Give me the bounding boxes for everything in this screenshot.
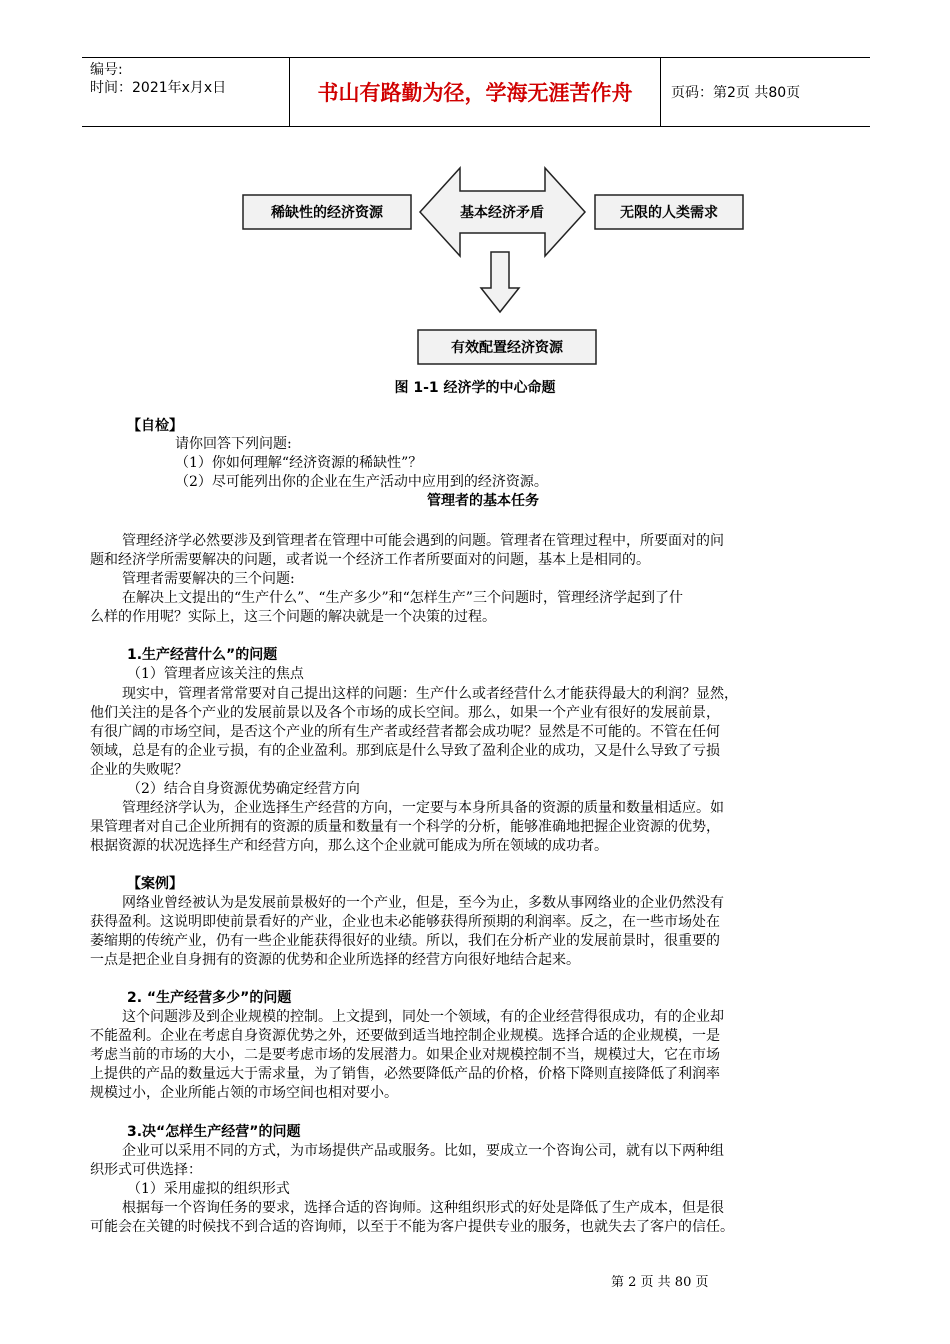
number-label: 编号: [90,62,123,78]
down-arrow-icon [481,252,519,312]
intro-p1-l1: 管理经济学必然要涉及到管理者在管理中可能会遇到的问题。管理者在管理过程中，所要面对的问 [122,533,724,549]
intro-p1-l2: 题和经济学所需要解决的问题，或者说一个经济工作者所要面对的问题，基本上是相同的。 [90,552,650,568]
s2-l5: 规模过小，企业所能占领的市场空间也相对要小。 [90,1085,398,1101]
selfcheck-q2: （2）尽可能列出你的企业在生产活动中应用到的经济资源。 [175,474,548,490]
s2-l3: 考虑当前的市场的大小，二是要考虑市场的发展潜力。如果企业对规模控制不当，规模过大，它在市场 [90,1047,720,1063]
case-heading: 【案例】 [127,876,183,892]
page-footer: 第 2 页 共 80 页 [611,1275,709,1290]
header-meta [82,58,290,126]
case-l2: 获得盈利。这说明即使前景看好的产业，企业也未必能够获得所预期的利润率。反之，在一些市场处在 [90,914,720,930]
s3-p-l2: 可能会在关键的时候找不到合适的咨询师，以至于不能为客户提供专业的服务，也就失去了客户的信任。 [90,1219,734,1235]
basic-contradiction-text: 基本经济矛盾 [460,205,544,221]
s2-l2: 不能盈利。企业在考虑自身资源优势之外，还要做到适当地控制企业规模。选择合适的企业规模，一是 [90,1028,720,1044]
s1-sub1: （1）管理者应该关注的焦点 [127,666,304,682]
case-l1: 网络业曾经被认为是发展前景极好的一个产业，但是，至今为止，多数从事网络业的企业仍然没有 [122,895,724,911]
s1-p1-l3: 有很广阔的市场空间，是否这个产业的所有生产者或经营者都会成功呢？显然是不可能的。不管在任何 [90,724,720,740]
s3-title: 3.决“怎样生产经营”的问题 [127,1124,301,1140]
selfcheck-heading: 【自检】 [127,418,183,434]
figure-caption: 图 1-1 经济学的中心命题 [394,380,556,396]
s1-title: 1.生产经营什么”的问题 [127,647,278,663]
economics-diagram [235,160,755,370]
s2-l4: 上提供的产品的数量远大于需求量，为了销售，必然要降低产品的价格，价格下降则直接降低了利润率 [90,1066,720,1082]
case-l3: 萎缩期的传统产业，仍有一些企业能获得很好的业绩。所以，我们在分析产业的发展前景时，很重要的 [90,933,720,949]
s3-l2: 织形式可供选择： [90,1162,202,1178]
intro-p2: 管理者需要解决的三个问题: [122,571,295,587]
s1-p1-l1: 现实中，管理者常常要对自己提出这样的问题：生产什么或者经营什么才能获得最大的利润？显然， [122,686,738,702]
scarce-resources-text: 稀缺性的经济资源 [271,205,383,221]
header-motto: 书山有路勤为径，学海无涯苦作舟 [290,58,661,126]
s3-sub1: （1）采用虚拟的组织形式 [127,1181,290,1197]
s1-p2-l3: 根据资源的状况选择生产和经营方向，那么这个企业就可能成为所在领域的成功者。 [90,838,608,854]
s1-p1-l2: 他们关注的是各个产业的发展前景以及各个市场的成长空间。那么，如果一个产业有很好的发展前景， [90,705,720,721]
s1-p2-l2: 果管理者对自己企业所拥有的资源的质量和数量有一个科学的分析，能够准确地把握企业资源的优势， [90,819,720,835]
case-l4: 一点是把企业自身拥有的资源的优势和企业所选择的经营方向很好地结合起来。 [90,952,580,968]
selfcheck-prompt: 请你回答下列问题: [175,436,292,452]
human-needs-text: 无限的人类需求 [620,205,718,221]
s1-p2-l1: 管理经济学认为，企业选择生产经营的方向，一定要与本身所具备的资源的质量和数量相适应。如 [122,800,724,816]
s1-p1-l4: 领域，总是有的企业亏损，有的企业盈利。那到底是什么导致了盈利企业的成功，又是什么导致了亏损 [90,743,720,759]
header-page-info: 页码：第2页 共80页 [671,85,801,101]
s1-p1-l5: 企业的失败呢？ [90,762,188,778]
s3-l1: 企业可以采用不同的方式，为市场提供产品或服务。比如，要成立一个咨询公司，就有以下两种组 [122,1143,724,1159]
s3-p-l1: 根据每一个咨询任务的要求，选择合适的咨询师。这种组织形式的好处是降低了生产成本，但是很 [122,1200,724,1216]
s1-sub2: （2）结合自身资源优势确定经营方向 [127,781,360,797]
page-header [82,57,870,127]
time-label: 时间：2021年x月x日 [90,80,227,96]
s2-l1: 这个问题涉及到企业规模的控制。上文提到，同处一个领域，有的企业经营得很成功，有的企业却 [122,1009,724,1025]
intro-p3-l1: 在解决上文提出的“生产什么”、“生产多少”和“怎样生产”三个问题时，管理经济学起到了什 [122,590,683,606]
selfcheck-q1: （1）你如何理解“经济资源的稀缺性”？ [175,455,423,471]
intro-p3-l2: 么样的作用呢？实际上，这三个问题的解决就是一个决策的过程。 [90,609,496,625]
efficient-allocation-text: 有效配置经济资源 [451,340,563,356]
s2-title: 2. “生产经营多少”的问题 [127,990,292,1006]
section-title: 管理者的基本任务 [427,493,539,509]
